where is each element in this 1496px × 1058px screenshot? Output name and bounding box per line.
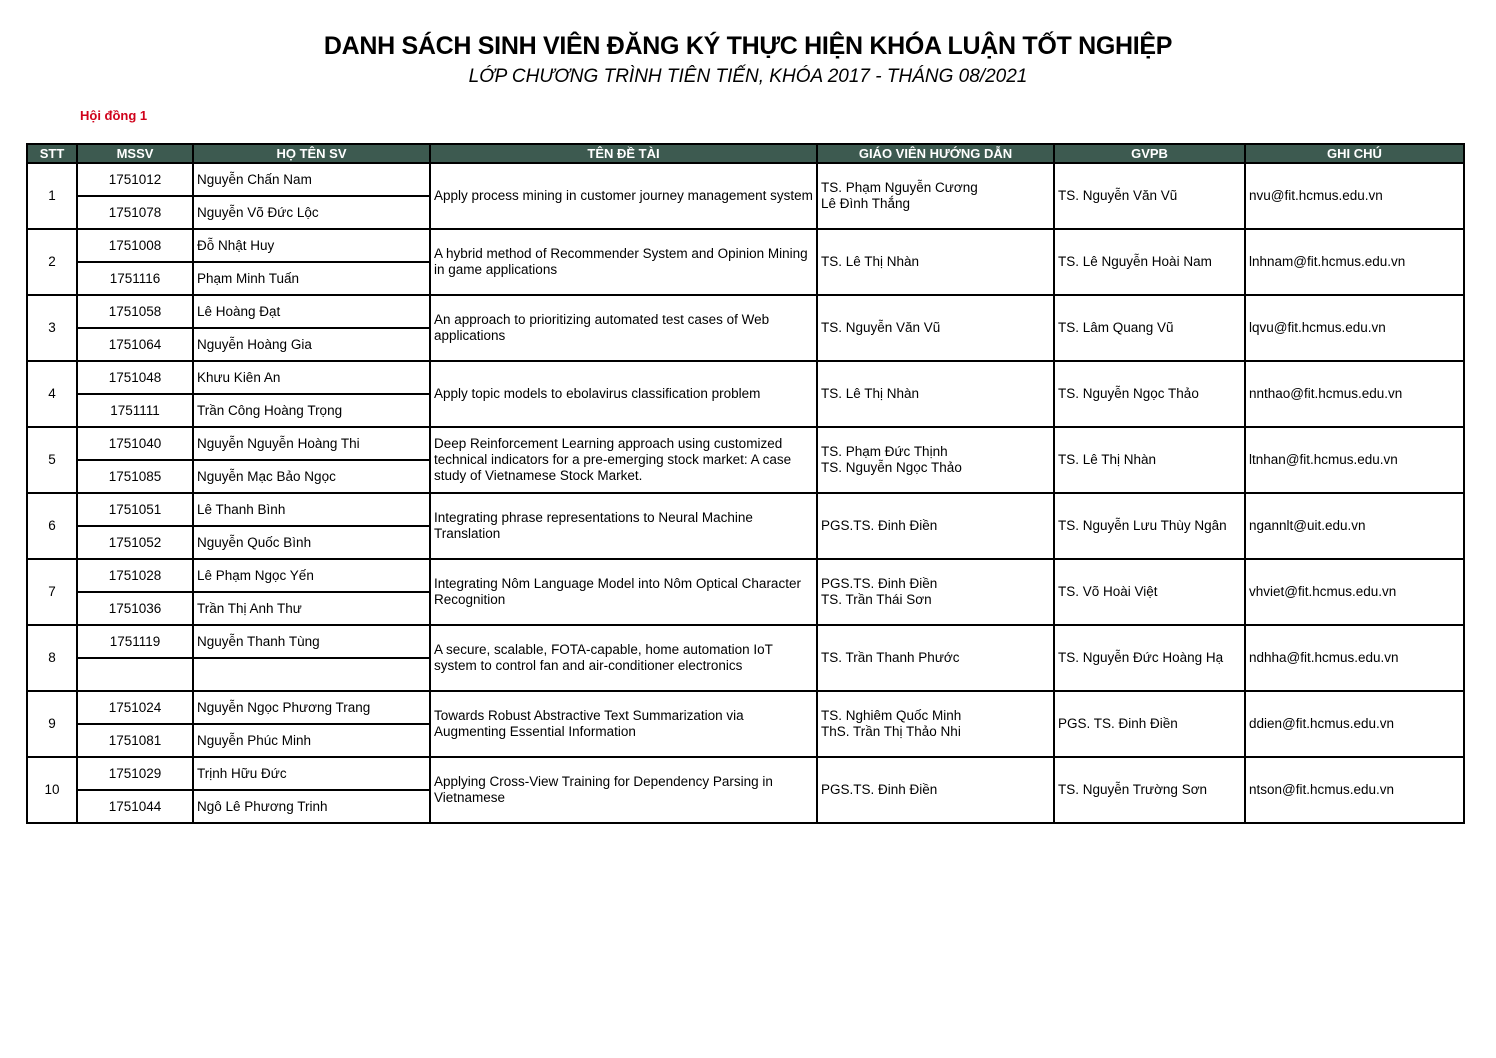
cell-mssv: 1751111 <box>77 394 193 427</box>
cell-note-email: ntson@fit.hcmus.edu.vn <box>1245 757 1464 823</box>
cell-student-name: Lê Thanh Bình <box>193 493 430 526</box>
cell-mssv: 1751058 <box>77 295 193 328</box>
cell-advisor <box>817 493 1054 559</box>
cell-student-name: Nguyễn Quốc Bình <box>193 526 430 559</box>
column-header-name: HỌ TÊN SV <box>193 144 430 163</box>
cell-stt: 1 <box>27 163 77 229</box>
cell-mssv: 1751024 <box>77 691 193 724</box>
column-header-advisor: GIÁO VIÊN HƯỚNG DẪN <box>817 144 1054 163</box>
cell-mssv: 1751028 <box>77 559 193 592</box>
cell-topic: Integrating phrase representations to Neural Machine Translation <box>430 493 817 559</box>
advisor-name: TS. Nguyễn Văn Vũ <box>821 320 941 335</box>
cell-student-name: Nguyễn Ngọc Phương Trang <box>193 691 430 724</box>
cell-student-name: Lê Hoàng Đạt <box>193 295 430 328</box>
cell-student-name: Nguyễn Mạc Bảo Ngọc <box>193 460 430 493</box>
advisor-name: ThS. Trần Thị Thảo Nhi <box>821 724 961 739</box>
cell-mssv: 1751008 <box>77 229 193 262</box>
advisor-name: TS. Phạm Đức Thịnh <box>821 444 948 459</box>
cell-student-name: Khưu Kiên An <box>193 361 430 394</box>
cell-mssv: 1751085 <box>77 460 193 493</box>
cell-reviewer: TS. Nguyễn Ngọc Thảo <box>1054 361 1245 427</box>
cell-mssv: 1751078 <box>77 196 193 229</box>
advisor-name: PGS.TS. Đinh Điền <box>821 576 938 591</box>
advisor-name: TS. Trần Thái Sơn <box>821 592 932 607</box>
table-row <box>27 625 1464 658</box>
cell-advisor <box>817 427 1054 493</box>
page-subtitle: LỚP CHƯƠNG TRÌNH TIÊN TIẾN, KHÓA 2017 - THÁNG 08/2021 <box>468 66 1028 87</box>
cell-advisor <box>817 625 1054 691</box>
cell-topic: Applying Cross-View Training for Dependency Parsing in Vietnamese <box>430 757 817 823</box>
advisor-name: PGS.TS. Đinh Điền <box>821 518 938 533</box>
table-row <box>27 559 1464 592</box>
cell-note-email: lqvu@fit.hcmus.edu.vn <box>1245 295 1464 361</box>
cell-mssv: 1751051 <box>77 493 193 526</box>
cell-reviewer: TS. Lê Nguyễn Hoài Nam <box>1054 229 1245 295</box>
advisor-name: TS. Nguyễn Ngọc Thảo <box>821 460 962 475</box>
cell-stt: 3 <box>27 295 77 361</box>
cell-student-name: Trần Thị Anh Thư <box>193 592 430 625</box>
cell-reviewer: TS. Nguyễn Trường Sơn <box>1054 757 1245 823</box>
cell-reviewer: TS. Nguyễn Lưu Thùy Ngân <box>1054 493 1245 559</box>
cell-note-email: ndhha@fit.hcmus.edu.vn <box>1245 625 1464 691</box>
cell-mssv: 1751048 <box>77 361 193 394</box>
cell-advisor <box>817 757 1054 823</box>
cell-note-email: lnhnam@fit.hcmus.edu.vn <box>1245 229 1464 295</box>
cell-stt: 10 <box>27 757 77 823</box>
cell-advisor <box>817 163 1054 229</box>
advisor-name: Lê Đình Thắng <box>821 196 911 211</box>
cell-student-name: Nguyễn Hoàng Gia <box>193 328 430 361</box>
cell-student-name: Phạm Minh Tuấn <box>193 262 430 295</box>
cell-stt: 6 <box>27 493 77 559</box>
cell-student-name: Lê Phạm Ngọc Yến <box>193 559 430 592</box>
cell-advisor <box>817 295 1054 361</box>
table-row <box>27 295 1464 328</box>
cell-advisor <box>817 361 1054 427</box>
column-header-stt: STT <box>27 144 77 163</box>
cell-mssv: 1751081 <box>77 724 193 757</box>
table-row <box>27 229 1464 262</box>
table-row <box>27 427 1464 460</box>
table-row <box>27 757 1464 790</box>
cell-reviewer: PGS. TS. Đinh Điền <box>1054 691 1245 757</box>
table-row <box>27 493 1464 526</box>
cell-student-name: Nguyễn Võ Đức Lộc <box>193 196 430 229</box>
cell-mssv: 1751052 <box>77 526 193 559</box>
table-row <box>27 691 1464 724</box>
cell-note-email: ddien@fit.hcmus.edu.vn <box>1245 691 1464 757</box>
cell-topic: A secure, scalable, FOTA-capable, home automation IoT system to control fan and air-conditioner electronics <box>430 625 817 691</box>
table-row <box>27 361 1464 394</box>
cell-mssv <box>77 658 193 691</box>
cell-mssv: 1751029 <box>77 757 193 790</box>
cell-student-name: Nguyễn Phúc Minh <box>193 724 430 757</box>
cell-topic: Apply process mining in customer journey management system <box>430 163 817 229</box>
page-title: DANH SÁCH SINH VIÊN ĐĂNG KÝ THỰC HIỆN KHÓA LUẬN TỐT NGHIỆP <box>323 32 1173 60</box>
cell-stt: 4 <box>27 361 77 427</box>
cell-stt: 9 <box>27 691 77 757</box>
cell-mssv: 1751036 <box>77 592 193 625</box>
column-header-mssv: MSSV <box>77 144 193 163</box>
cell-topic: Deep Reinforcement Learning approach using customized technical indicators for a pre-emerging stock market: A case study of Vietnamese Stock Market. <box>430 427 817 493</box>
cell-advisor <box>817 691 1054 757</box>
cell-student-name: Nguyễn Chấn Nam <box>193 163 430 196</box>
advisor-name: TS. Lê Thị Nhàn <box>821 386 920 401</box>
column-header-note: GHI CHÚ <box>1245 144 1464 163</box>
cell-student-name: Đỗ Nhật Huy <box>193 229 430 262</box>
advisor-name: TS. Nghiêm Quốc Minh <box>821 708 962 723</box>
table-header-row <box>27 144 1464 163</box>
cell-reviewer: TS. Lê Thị Nhàn <box>1054 427 1245 493</box>
advisor-name: TS. Lê Thị Nhàn <box>821 254 920 269</box>
cell-student-name <box>193 658 430 691</box>
cell-advisor <box>817 559 1054 625</box>
council-label: Hội đồng 1 <box>80 108 148 123</box>
cell-mssv: 1751040 <box>77 427 193 460</box>
cell-topic: Towards Robust Abstractive Text Summarization via Augmenting Essential Information <box>430 691 817 757</box>
cell-student-name: Nguyễn Nguyễn Hoàng Thi <box>193 427 430 460</box>
column-header-topic: TÊN ĐỀ TÀI <box>430 144 817 163</box>
cell-reviewer: TS. Nguyễn Văn Vũ <box>1054 163 1245 229</box>
cell-mssv: 1751116 <box>77 262 193 295</box>
table-row <box>27 163 1464 196</box>
cell-topic: Apply topic models to ebolavirus classification problem <box>430 361 817 427</box>
cell-stt: 8 <box>27 625 77 691</box>
cell-note-email: vhviet@fit.hcmus.edu.vn <box>1245 559 1464 625</box>
student-table <box>26 143 1465 824</box>
cell-stt: 5 <box>27 427 77 493</box>
cell-mssv: 1751044 <box>77 790 193 823</box>
advisor-name: TS. Phạm Nguyễn Cương <box>821 180 978 195</box>
advisor-name: PGS.TS. Đinh Điền <box>821 782 938 797</box>
cell-stt: 2 <box>27 229 77 295</box>
cell-topic: A hybrid method of Recommender System and Opinion Mining in game applications <box>430 229 817 295</box>
cell-stt: 7 <box>27 559 77 625</box>
cell-topic: An approach to prioritizing automated test cases of Web applications <box>430 295 817 361</box>
cell-mssv: 1751119 <box>77 625 193 658</box>
cell-note-email: ngannlt@uit.edu.vn <box>1245 493 1464 559</box>
cell-mssv: 1751064 <box>77 328 193 361</box>
advisor-name: TS. Trần Thanh Phước <box>821 650 960 665</box>
cell-note-email: nvu@fit.hcmus.edu.vn <box>1245 163 1464 229</box>
cell-student-name: Ngô Lê Phương Trinh <box>193 790 430 823</box>
cell-reviewer: TS. Nguyễn Đức Hoàng Hạ <box>1054 625 1245 691</box>
column-header-reviewer: GVPB <box>1054 144 1245 163</box>
cell-note-email: ltnhan@fit.hcmus.edu.vn <box>1245 427 1464 493</box>
cell-student-name: Trần Công Hoàng Trọng <box>193 394 430 427</box>
cell-mssv: 1751012 <box>77 163 193 196</box>
cell-student-name: Nguyễn Thanh Tùng <box>193 625 430 658</box>
cell-reviewer: TS. Võ Hoài Việt <box>1054 559 1245 625</box>
cell-student-name: Trịnh Hữu Đức <box>193 757 430 790</box>
cell-note-email: nnthao@fit.hcmus.edu.vn <box>1245 361 1464 427</box>
cell-advisor <box>817 229 1054 295</box>
cell-topic: Integrating Nôm Language Model into Nôm Optical Character Recognition <box>430 559 817 625</box>
table-body <box>27 163 1464 823</box>
cell-reviewer: TS. Lâm Quang Vũ <box>1054 295 1245 361</box>
